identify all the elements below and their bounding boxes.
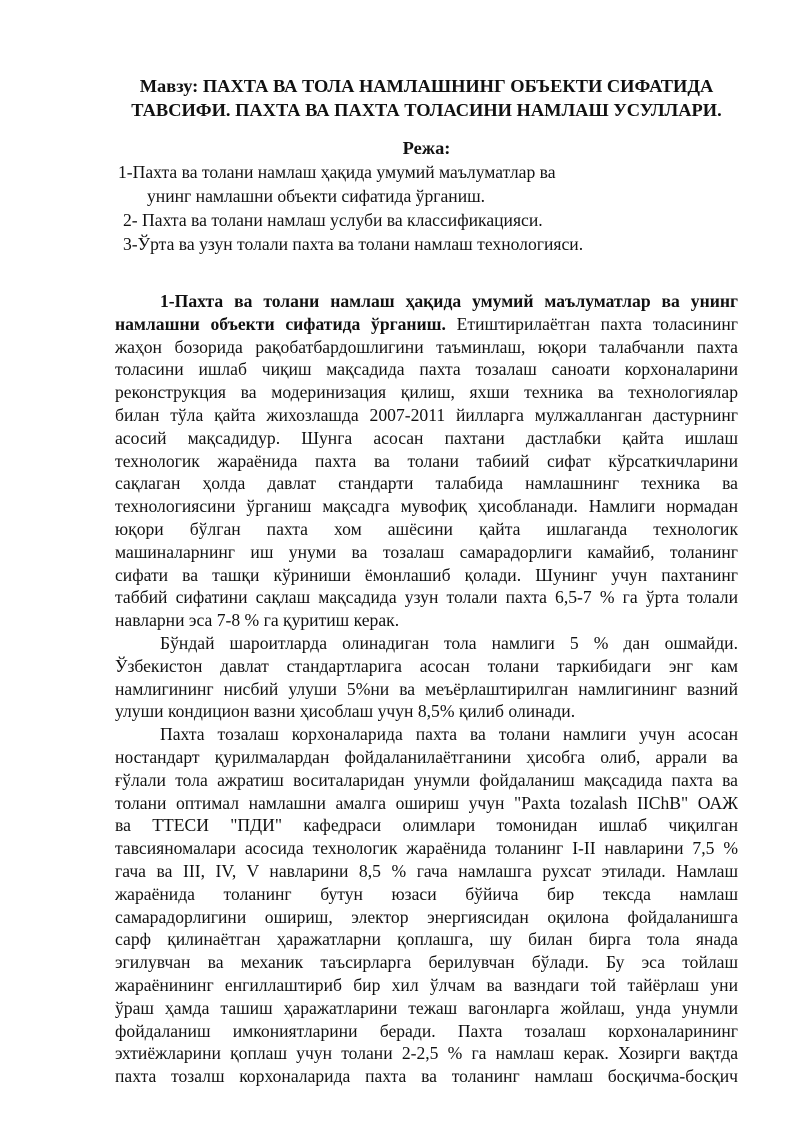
body-line: жаҳон бозорида рақобатбардошлигини таъминлаш, юқори талабчанли пахта (115, 336, 738, 357)
document-body (115, 290, 738, 1088)
body-line: ностандарт қурилмалардан фойдаланилаётганини ҳисобга олиб, аррали ва (115, 746, 738, 767)
paragraph-3 (115, 723, 738, 1088)
plan-item-1: 1-Пахта ва толани намлаш ҳақида умумий маълуматлар ва (118, 162, 556, 182)
body-line: толасини ишлаб чиқиш мақсадида пахта тозалаш саноати корхоналарини (115, 359, 738, 380)
body-line: тавсияномалари асосида технологик жараёнида толанинг I-II навларини 7,5 % (115, 838, 738, 859)
body-line: сарф қилинаётган ҳаражатларни қоплашга, шу билан бирга тола янада (115, 929, 738, 950)
body-line: фойдаланиш имкониятларини беради. Пахта тозалаш корхоналарининг (115, 1020, 738, 1041)
plan-heading: Режа: (402, 138, 451, 158)
plan-item-2: 2- Пахта ва толани намлаш услуби ва классификацияси. (123, 210, 543, 230)
body-line: таббий сифатини сақлаш мақсадида узун толали пахта 6,5-7 % га ўрта толали (115, 587, 738, 608)
paragraph-2 (115, 632, 738, 723)
body-line: машиналарнинг иш унуми ва тозалаш самарадорлиги камайиб, толанинг (115, 541, 738, 562)
body-line: сифати ва ташқи кўриниши ёмонлашиб қолади. Шунинг учун пахтанинг (115, 564, 738, 585)
title-line-1: Мавзу: ПАХТА ВА ТОЛА НАМЛАШНИНГ ОБЪЕКТИ СИФАТИДА (139, 76, 714, 96)
body-line: гача ва III, IV, V навларини 8,5 % гача намлашга рухсат этилади. Намлаш (115, 860, 738, 881)
body-line: ғўлали тола ажратиш воситаларидан унумли фойдаланиш мақсадида пахта ва (115, 769, 738, 790)
body-line: Бўндай шароитларда олинадиган тола намлиги 5 % дан ошмайди. (160, 632, 738, 653)
plan-item-3: 3-Ўрта ва узун толали пахта ва толани намлаш технологияси. (123, 234, 584, 254)
body-line: навларни эса 7-8 % га қуритиш керак. (115, 610, 400, 631)
body-line (115, 313, 738, 336)
body-line: толани оптимал намлашни амалга ошириш учун "Paxta tozalash IIChB" ОАЖ (115, 792, 738, 813)
body-line: технологик жараёнида пахта ва толани табиий сифат кўрсаткичларини (115, 450, 738, 471)
body-line: улуши кондицион вазни ҳисоблаш учун 8,5% қилиб олинади. (115, 701, 576, 722)
body-line: жараёнининг енгиллаштириб бир хил ўлчам ва вазндаги той тайёрлаш уни (115, 974, 738, 995)
plan-item-1-continued: унинг намлашни объекти сифатида ўрганиш. (147, 186, 486, 206)
section-heading-line (115, 290, 738, 313)
paragraph-1 (115, 290, 738, 632)
body-line: пахта тозалш корхоналарида пахта ва толанинг намлаш босқичма-босқич (115, 1066, 738, 1087)
body-line: сақлаган ҳолда давлат стандарти талабида намлашнинг техника ва (115, 473, 738, 494)
section-heading-continued: намлашни объекти сифатида ўрганиш. (115, 313, 446, 334)
section-heading: 1-Пахта ва толани намлаш ҳақида умумий маълуматлар ва унинг (160, 291, 738, 311)
body-line: асосий мақсадидур. Шунга асосан пахтани дастлабки қайта ишлаш (115, 427, 738, 448)
body-line: технологиясини ўрганиш мақсадга мувофиқ ҳисобланади. Намлиги нормадан (115, 496, 738, 517)
document-title (115, 74, 738, 122)
body-line: эгилувчан ва механик таъсирларга берилувчан бўлади. Бу эса тойлаш (115, 952, 738, 973)
body-line: жараёнида толанинг бутун юзаси бўйича бир тексда намлаш (115, 883, 738, 904)
body-line: Пахта тозалаш корхоналарида пахта ва толани намлиги учун асосан (160, 724, 738, 745)
body-line: реконструкция ва модеринизация қилиш, яхши техника ва технологиялар (115, 382, 738, 403)
plan-list (115, 160, 738, 256)
body-text: Етиштирилаётган пахта толасининг (445, 313, 738, 334)
body-line: эхтиёжларини қоплаш учун толани 2-2,5 % га намлаш керак. Хозирги вақтда (115, 1043, 738, 1064)
body-line: Ўзбекистон давлат стандартларига асосан толани таркибидаги энг кам (115, 655, 738, 676)
body-line: намлигининг нисбий улуши 5%ни ва меъёрлаштирилган намлигининг вазний (115, 678, 738, 699)
body-line: юқори бўлган пахта хом ашёсини қайта ишлаганда технологик (115, 518, 738, 539)
body-line: самарадорлигини ошириш, электор энергиясидан оқилона фойдаланишга (115, 906, 738, 927)
body-line: билан тўла қайта жихозлашда 2007-2011 йилларга мулжалланган дастурнинг (115, 404, 738, 425)
body-line: ўраш ҳамда ташиш ҳаражатларини тежаш вагонларга жойлаш, унда унумли (115, 997, 738, 1018)
title-line-2: ТАВСИФИ. ПАХТА ВА ПАХТА ТОЛАСИНИ НАМЛАШ УСУЛЛАРИ. (131, 100, 722, 120)
body-line: ва ТТЕСИ "ПДИ" кафедраси олимлари томонидан ишлаб чиқилган (115, 815, 738, 836)
